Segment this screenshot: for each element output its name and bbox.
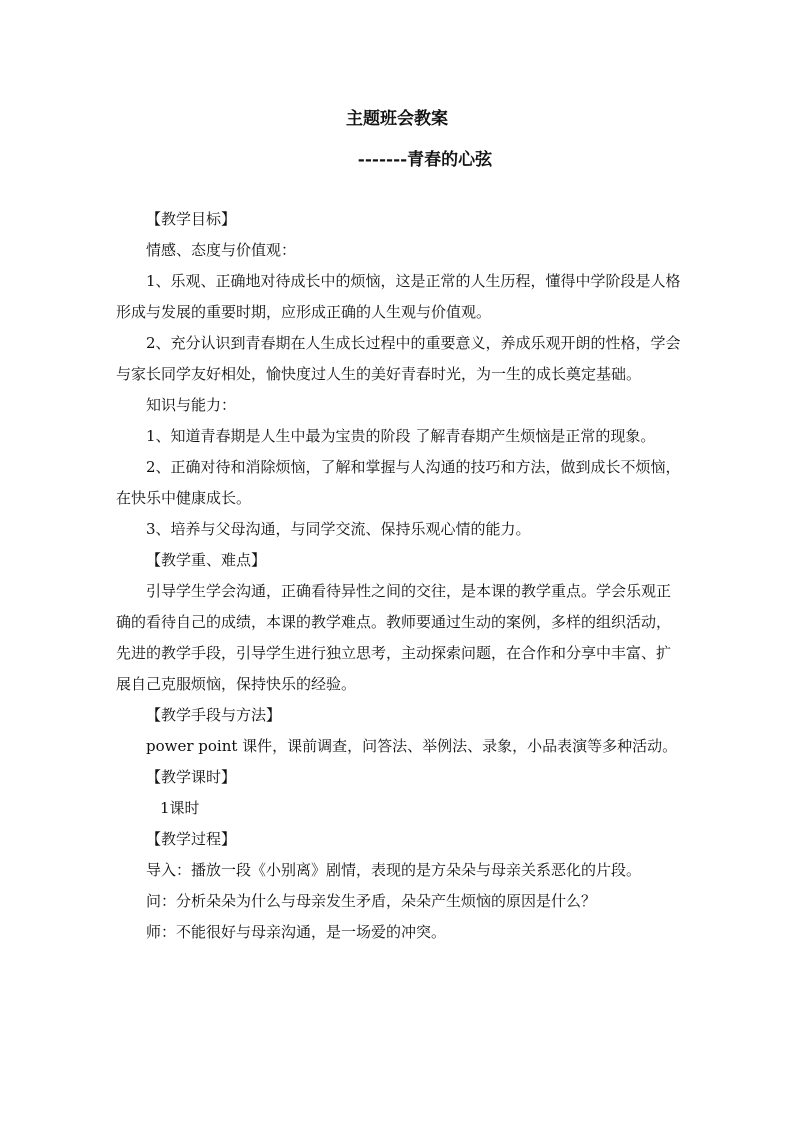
paragraph: 3、培养与父母沟通，与同学交流、保持乐观心情的能力。 (146, 520, 531, 538)
paragraph: 【教学重、难点】 (146, 551, 267, 569)
paragraph: 导入：播放一段《小别离》剧情，表现的是方朵朵与母亲关系恶化的片段。 (146, 861, 642, 879)
paragraph: 【教学手段与方法】 (146, 706, 282, 724)
paragraph: 1课时 (160, 799, 200, 817)
paragraph: 1、乐观、正确地对待成长中的烦恼，这是正常的人生历程，懂得中学阶段是人格形成与发展的重要时期，应形成正确的人生观与价值观。 (116, 272, 681, 321)
paragraph: 情感、态度与价值观： (146, 241, 297, 259)
paragraph: power point 课件，课前调查，问答法、举例法、录象，小品表演等多种活动。 (146, 737, 678, 755)
paragraph: 2、充分认识到青春期在人生成长过程中的重要意义，养成乐观开朗的性格，学会与家长同学友好相处，愉快度过人生的美好青春时光，为一生的成长奠定基础。 (116, 334, 681, 383)
paragraph: 【教学课时】 (146, 768, 237, 786)
paragraph: 引导学生学会沟通，正确看待异性之间的交往，是本课的教学重点。学会乐观正确的看待自己的成绩，本课的教学难点。教师要通过生动的案例，多样的组织活动，先进的教学手段，引导学生进行独立思考，主动探索问题，在合作和分享中丰富、扩展自己克服烦恼，保持快乐的经验。 (116, 582, 672, 693)
paragraph: 2、正确对待和消除烦恼，了解和掌握与人沟通的技巧和方法，做到成长不烦恼，在快乐中健康成长。 (116, 458, 681, 507)
paragraph: 问：分析朵朵为什么与母亲发生矛盾，朵朵产生烦恼的原因是什么？ (146, 892, 597, 910)
document-body (116, 204, 682, 948)
paragraph: 知识与能力： (146, 396, 237, 414)
paragraph: 【教学目标】 (146, 210, 237, 228)
paragraph: 师：不能很好与母亲沟通，是一场爱的冲突。 (146, 923, 447, 941)
document-title: 主题班会教案 (346, 109, 448, 129)
document-subtitle: -------青春的心弦 (357, 150, 493, 170)
paragraph: 【教学过程】 (146, 830, 237, 848)
paragraph: 1、知道青春期是人生中最为宝贵的阶段 了解青春期产生烦恼是正常的现象。 (146, 427, 656, 445)
